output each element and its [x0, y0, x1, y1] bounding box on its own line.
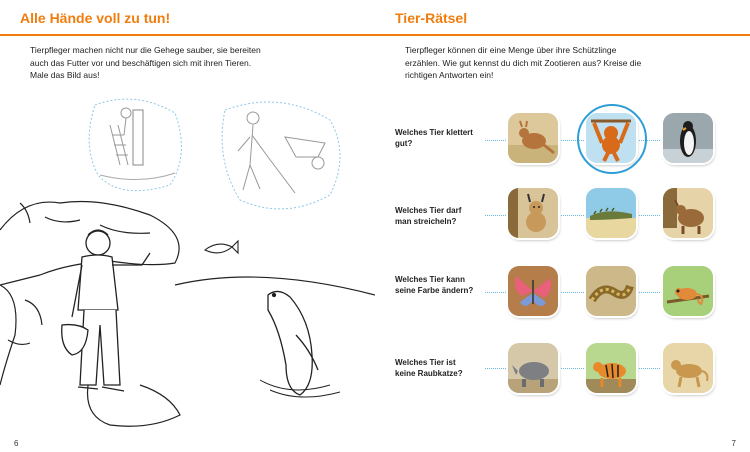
answer-circle	[577, 104, 647, 174]
right-page	[375, 0, 750, 452]
question-4: Welches Tier ist keine Raubkatze?	[395, 358, 463, 378]
sketch-cleaning	[222, 102, 340, 209]
intro-text: Tierpfleger machen nicht nur die Gehege sauber, sie bereiten auch das Futter vor und beschäftigen sich mit ihren Tieren. Male das Bild aus!	[30, 45, 261, 80]
question-3: Welches Tier kann seine Farbe ändern?	[395, 275, 474, 295]
lynx-icon[interactable]	[508, 188, 558, 238]
lioness-icon[interactable]	[663, 343, 713, 393]
chameleon-icon[interactable]	[663, 266, 713, 316]
sketch-feeding	[89, 99, 181, 191]
pool-edge	[88, 375, 181, 426]
fish-drawing	[205, 241, 238, 253]
snake-icon[interactable]	[586, 266, 636, 316]
butterfly-icon[interactable]	[508, 266, 558, 316]
question-2: Welches Tier darf man streicheln?	[395, 206, 462, 226]
intro-text: Tierpfleger können dir eine Menge über ihre Schützlinge erzählen. Wie gut kennst du dich mit Zootieren aus? Kreise die richtigen Antworten ein!	[405, 45, 642, 80]
header-rule	[375, 34, 750, 36]
page-number: 6	[14, 439, 19, 448]
question-1: Welches Tier klettert gut?	[395, 128, 473, 148]
sea-lion-figure	[268, 291, 318, 395]
kangaroo-icon[interactable]	[508, 113, 558, 163]
penguin-icon[interactable]	[663, 113, 713, 163]
page-number: 7	[731, 439, 736, 448]
crocodile-icon[interactable]	[586, 188, 636, 238]
page-title: Alle Hände voll zu tun!	[20, 10, 171, 26]
tiger-icon[interactable]	[586, 343, 636, 393]
zookeeper-figure	[62, 230, 150, 391]
rhino-icon[interactable]	[508, 343, 558, 393]
goat-icon[interactable]	[663, 188, 713, 238]
header-rule	[0, 34, 375, 36]
coloring-picture	[0, 85, 375, 430]
page-title: Tier-Rätsel	[395, 10, 468, 26]
